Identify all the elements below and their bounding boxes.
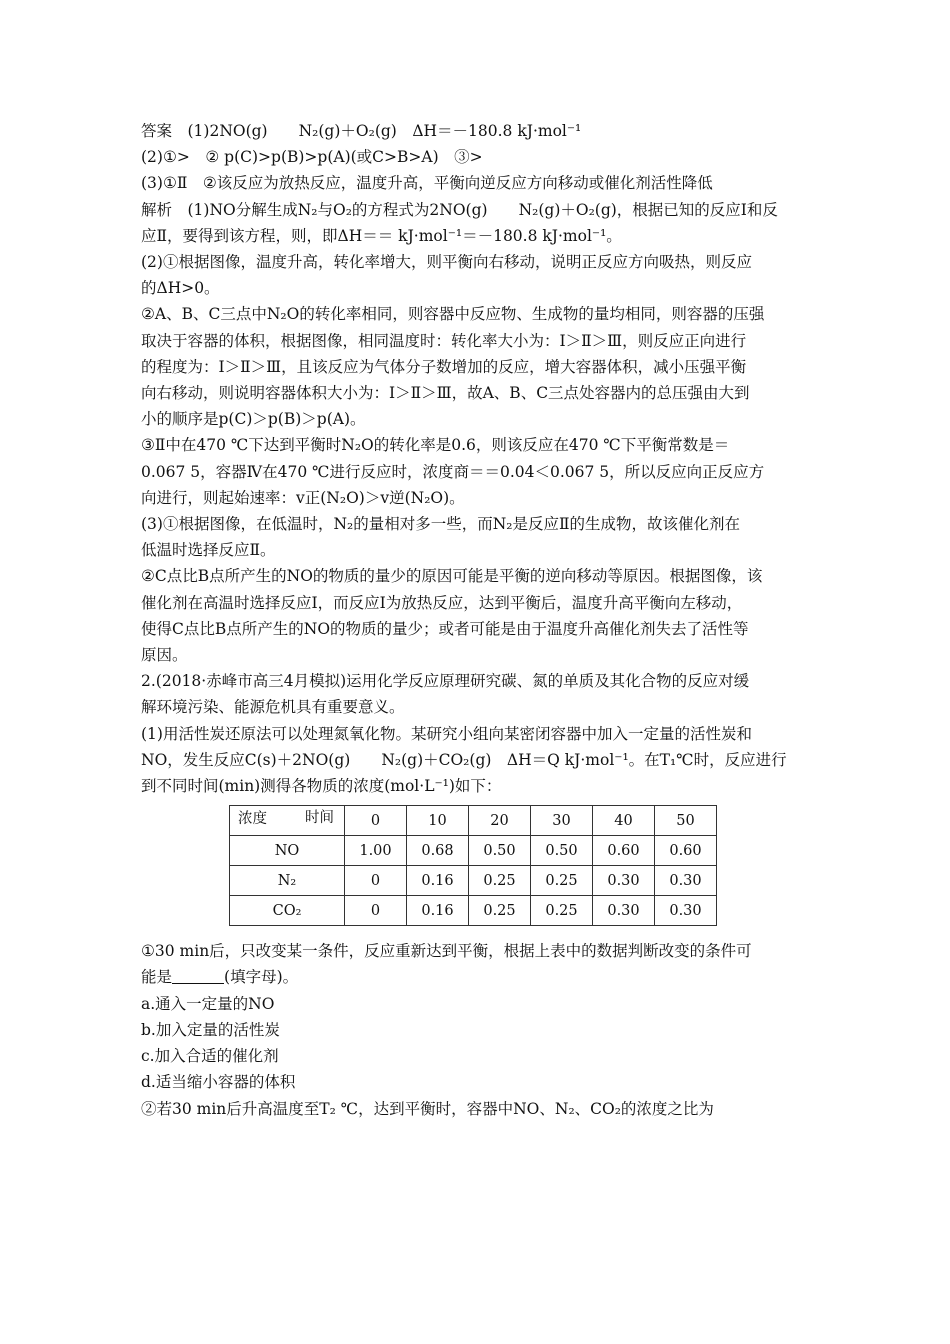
document-page bbox=[141, 118, 813, 1122]
option-item: c.加入合适的催化剂 bbox=[141, 1047, 279, 1066]
analysis-line: 小的顺序是p(C)＞p(B)＞p(A)。 bbox=[141, 410, 366, 429]
analysis-line: 取决于容器的体积，根据图像，相同温度时：转化率大小为：Ⅰ＞Ⅱ＞Ⅲ，则反应正向进行 bbox=[141, 331, 747, 350]
analysis-line: ③Ⅱ中在470 ℃下达到平衡时N₂O的转化率是0.6，则该反应在470 ℃下平衡常数是＝ bbox=[141, 436, 730, 455]
analysis-line: 低温时选择反应Ⅱ。 bbox=[141, 541, 276, 560]
question-line: 到不同时间(min)测得各物质的浓度(mol·L⁻¹)如下： bbox=[141, 777, 502, 796]
analysis-line: 使得C点比B点所产生的NO的物质的量少；或者可能是由于温度升高催化剂失去了活性等 bbox=[141, 619, 749, 638]
answer-line-2: (2)①> ② p(C)>p(B)>p(A)(或C>B>A) ③> bbox=[141, 148, 483, 167]
time-header: 30 bbox=[531, 806, 593, 836]
table-cell: 0.16 bbox=[407, 896, 469, 926]
species-name: N₂ bbox=[230, 866, 345, 896]
analysis-line: 解析 (1)NO分解生成N₂与O₂的方程式为2NO(g) N₂(g)＋O₂(g)，根据已知的反应Ⅰ和反 bbox=[141, 200, 778, 219]
analysis-line: ②A、B、C三点中N₂O的转化率相同，则容器中反应物、生成物的量均相同，则容器的压强 bbox=[141, 305, 765, 324]
analysis-block bbox=[141, 197, 813, 669]
answer-line-3: (3)①Ⅱ ②该反应为放热反应，温度升高，平衡向逆反应方向移动或催化剂活性降低 bbox=[141, 174, 713, 193]
table-cell: 0.16 bbox=[407, 866, 469, 896]
table-cell: 0.68 bbox=[407, 836, 469, 866]
analysis-line: 的ΔH>0。 bbox=[141, 279, 220, 298]
table-row bbox=[230, 866, 717, 896]
time-header: 20 bbox=[469, 806, 531, 836]
table-cell: 0.30 bbox=[593, 866, 655, 896]
analysis-line: (3)①根据图像，在低温时，N₂的量相对多一些，而N₂是反应Ⅱ的生成物，故该催化剂在 bbox=[141, 515, 741, 534]
table-cell: 0.50 bbox=[469, 836, 531, 866]
analysis-line: (2)①根据图像，温度升高，转化率增大，则平衡向右移动，说明正反应方向吸热，则反应 bbox=[141, 253, 752, 272]
table-corner-cell bbox=[230, 806, 345, 836]
question-line: 解环境污染、能源危机具有重要意义。 bbox=[141, 698, 405, 717]
table-cell: 0 bbox=[345, 866, 407, 896]
question-line: (1)用活性炭还原法可以处理氮氧化物。某研究小组向某密闭容器中加入一定量的活性炭和 bbox=[141, 724, 752, 743]
option-item: d.适当缩小容器的体积 bbox=[141, 1073, 296, 1092]
analysis-line: 向右移动，则说明容器体积大小为：Ⅰ＞Ⅱ＞Ⅲ，故A、B、C三点处容器内的总压强由大到 bbox=[141, 384, 750, 403]
table-cell: 1.00 bbox=[345, 836, 407, 866]
time-header: 0 bbox=[345, 806, 407, 836]
analysis-line: 向进行，则起始速率：v正(N₂O)＞v逆(N₂O)。 bbox=[141, 488, 465, 507]
table-cell: 0.25 bbox=[531, 866, 593, 896]
concentration-table bbox=[229, 805, 717, 926]
analysis-line: 的程度为：Ⅰ＞Ⅱ＞Ⅲ，且该反应为气体分子数增加的反应，增大容器体积，减小压强平衡 bbox=[141, 357, 747, 376]
corner-time-label: 时间 bbox=[305, 810, 334, 827]
time-header: 50 bbox=[655, 806, 717, 836]
table-cell: 0.30 bbox=[655, 896, 717, 926]
analysis-line: 应Ⅱ，要得到该方程，则，即ΔH＝＝ kJ·mol⁻¹＝－180.8 kJ·mol⁻¹。 bbox=[141, 226, 622, 245]
followup-q1-line-1: ①30 min后，只改变某一条件，反应重新达到平衡，根据上表中的数据判断改变的条件可 bbox=[141, 942, 752, 961]
table-row bbox=[230, 836, 717, 866]
table-cell: 0.25 bbox=[531, 896, 593, 926]
question-line: NO，发生反应C(s)＋2NO(g) N₂(g)＋CO₂(g) ΔH＝Q kJ·mol⁻¹。在T₁℃时，反应进行 bbox=[141, 750, 787, 769]
analysis-line: 原因。 bbox=[141, 646, 188, 665]
question-block bbox=[141, 668, 813, 799]
table-header-row bbox=[230, 806, 717, 836]
q1-prefix: 能是 bbox=[141, 968, 173, 987]
followup-block bbox=[141, 938, 813, 1121]
table-cell: 0.50 bbox=[531, 836, 593, 866]
table-cell: 0.25 bbox=[469, 896, 531, 926]
corner-conc-label: 浓度 bbox=[238, 811, 267, 828]
analysis-line: 0.067 5，容器Ⅳ在470 ℃进行反应时，浓度商＝＝0.04＜0.067 5，所以反应向正反应方 bbox=[141, 462, 765, 481]
time-header: 10 bbox=[407, 806, 469, 836]
followup-q1-line-2 bbox=[141, 964, 813, 990]
followup-q2-line: ②若30 min后升高温度至T₂ ℃，达到平衡时，容器中NO、N₂、CO₂的浓度之比为 bbox=[141, 1099, 714, 1118]
species-name: NO bbox=[230, 836, 345, 866]
question-line: 2.(2018·赤峰市高三4月模拟)运用化学反应原理研究碳、氮的单质及其化合物的反应对缓 bbox=[141, 672, 750, 691]
answer-block bbox=[141, 118, 813, 197]
analysis-line: 催化剂在高温时选择反应Ⅰ，而反应Ⅰ为放热反应，达到平衡后，温度升高平衡向左移动， bbox=[141, 593, 743, 612]
table-row bbox=[230, 896, 717, 926]
table-cell: 0.30 bbox=[593, 896, 655, 926]
q1-suffix: (填字母)。 bbox=[224, 968, 299, 987]
species-name: CO₂ bbox=[230, 896, 345, 926]
option-item: b.加入定量的活性炭 bbox=[141, 1020, 280, 1039]
table-cell: 0.60 bbox=[655, 836, 717, 866]
answer-blank[interactable] bbox=[172, 969, 224, 984]
table-cell: 0.60 bbox=[593, 836, 655, 866]
option-item: a.通入一定量的NO bbox=[141, 994, 275, 1013]
table-cell: 0.30 bbox=[655, 866, 717, 896]
analysis-line: ②C点比B点所产生的NO的物质的量少的原因可能是平衡的逆向移动等原因。根据图像，该 bbox=[141, 567, 763, 586]
answer-line-1: 答案 (1)2NO(g) N₂(g)＋O₂(g) ΔH＝－180.8 kJ·mol⁻¹ bbox=[141, 122, 582, 140]
time-header: 40 bbox=[593, 806, 655, 836]
table-cell: 0.25 bbox=[469, 866, 531, 896]
table-cell: 0 bbox=[345, 896, 407, 926]
